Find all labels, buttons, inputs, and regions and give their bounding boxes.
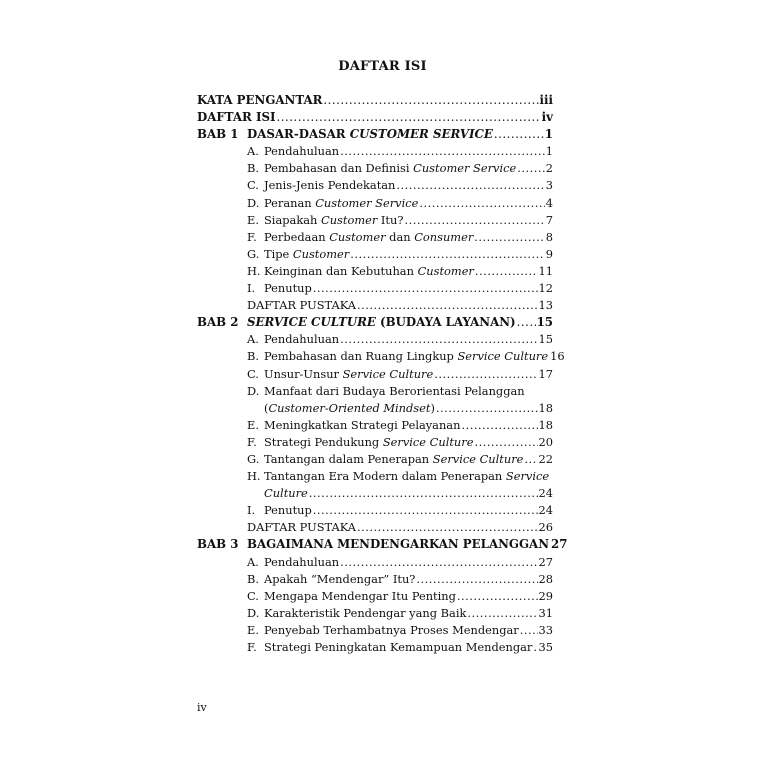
toc-item[interactable] [197, 571, 553, 588]
item-title: Tipe Customer [264, 246, 350, 261]
dot-leader [357, 297, 538, 314]
toc-item[interactable] [197, 177, 553, 194]
toc-page-number: 4 [545, 195, 553, 210]
dot-leader [533, 639, 537, 656]
item-letter: E. [247, 417, 259, 432]
dot-leader [474, 229, 544, 246]
toc-page-number: 9 [545, 246, 553, 261]
dot-leader [340, 143, 545, 160]
toc-item[interactable] [197, 263, 553, 280]
dot-leader [494, 126, 544, 143]
item-letter: H. [247, 263, 261, 278]
dot-leader [457, 588, 538, 605]
toc-page-number: 16 [550, 349, 565, 364]
item-title: DAFTAR PUSTAKA [247, 298, 356, 313]
dot-leader [474, 434, 537, 451]
item-letter: I. [247, 281, 256, 296]
toc-page-number: 27 [538, 554, 553, 569]
item-letter: B. [247, 161, 259, 176]
dot-leader [461, 417, 537, 434]
toc-page-number: 26 [538, 520, 553, 535]
dot-leader [396, 177, 544, 194]
item-letter: E. [247, 622, 259, 637]
item-title: Meningkatkan Strategi Pelayanan [264, 417, 461, 432]
item-letter: B. [247, 349, 259, 364]
toc-page-number: 35 [538, 640, 553, 654]
page-folio: iv [197, 701, 207, 714]
chapter-title: SERVICE CULTURE (BUDAYA LAYANAN) [247, 315, 516, 330]
dot-leader [277, 109, 541, 126]
toc-page-number: 1 [544, 127, 553, 142]
toc-page-number: 17 [538, 366, 553, 381]
item-title: Mengapa Mendengar Itu Penting [264, 588, 456, 603]
dot-leader [517, 314, 536, 331]
item-title: Perbedaan Customer dan Consumer [264, 229, 474, 244]
item-title: Pendahuluan [264, 554, 340, 569]
dot-leader [436, 400, 538, 417]
item-title: Strategi Pendukung Service Culture [264, 434, 474, 449]
toc-chapter-3[interactable] [197, 536, 568, 553]
item-title-continued: Culture [264, 486, 308, 501]
toc-page-number: 15 [536, 315, 553, 330]
toc-page-number: 7 [545, 212, 553, 227]
item-letter: E. [247, 212, 259, 227]
item-title: Penutup [264, 503, 312, 518]
toc-item[interactable] [197, 434, 553, 451]
toc-item[interactable] [197, 331, 553, 348]
toc-page-number: 2 [545, 161, 553, 176]
item-letter: D. [247, 605, 260, 620]
item-title: Pembahasan dan Definisi Customer Service [264, 161, 517, 176]
chapter-number: BAB 2 [197, 315, 239, 330]
dot-leader [309, 485, 538, 502]
toc-page-number: 8 [545, 229, 553, 244]
toc-page-number: 15 [538, 332, 553, 347]
item-letter: F. [247, 434, 257, 449]
toc-item[interactable] [197, 502, 553, 519]
item-letter: B. [247, 571, 259, 586]
item-title-continued: (Customer-Oriented Mindset) [264, 400, 435, 415]
dot-leader [313, 280, 538, 297]
toc-page-number: 24 [538, 503, 553, 518]
toc-item-daftar-pustaka[interactable] [197, 297, 553, 314]
toc-page-number: 31 [538, 605, 553, 620]
item-letter: F. [247, 640, 257, 654]
item-title: Strategi Peningkatan Kemampuan Mendengar [264, 640, 533, 654]
dot-leader [517, 160, 545, 177]
item-title: Karakteristik Pendengar yang Baik [264, 605, 467, 620]
toc-page-number: 13 [538, 298, 553, 313]
item-letter: A. [247, 332, 259, 347]
toc-title: KATA PENGANTAR [197, 93, 323, 107]
item-title: Pendahuluan [264, 332, 340, 347]
item-title: Siapakah Customer Itu? [264, 212, 404, 227]
item-title: Penutup [264, 281, 312, 296]
item-title: Peranan Customer Service [264, 195, 419, 210]
toc-entry-daftar-isi[interactable] [197, 109, 553, 126]
chapter-title: BAGAIMANA MENDENGARKAN PELANGGAN [247, 537, 549, 552]
toc-entry-kata-pengantar[interactable] [197, 92, 553, 109]
toc-item[interactable] [197, 160, 553, 177]
item-letter: I. [247, 503, 256, 518]
dot-leader [313, 502, 538, 519]
toc-item-line1[interactable] [197, 468, 553, 485]
toc-item[interactable] [197, 417, 553, 434]
toc-page-number: 18 [538, 400, 553, 415]
toc-item[interactable] [197, 280, 553, 297]
toc-item[interactable] [197, 366, 553, 383]
toc-item[interactable] [197, 622, 553, 639]
toc-page-number: 29 [538, 588, 553, 603]
dot-leader [323, 92, 538, 109]
item-letter: G. [247, 451, 260, 466]
item-letter: A. [247, 144, 259, 159]
toc-page-number: 12 [538, 281, 553, 296]
toc-item[interactable] [197, 605, 553, 622]
item-title: Tantangan Era Modern dalam Penerapan Service [264, 469, 550, 484]
dot-leader [520, 622, 538, 639]
toc-item[interactable] [197, 451, 553, 468]
item-letter: C. [247, 366, 259, 381]
toc-page-number: 20 [538, 434, 553, 449]
toc-page-number: 33 [538, 622, 553, 637]
toc-page-number: 24 [538, 486, 553, 501]
page-title: DAFTAR ISI [338, 59, 427, 74]
item-title: Penyebab Terhambatnya Proses Mendengar [264, 622, 519, 637]
item-title: DAFTAR PUSTAKA [247, 520, 356, 535]
item-title: Manfaat dari Budaya Berorientasi Pelanggan [264, 383, 525, 398]
toc-item[interactable] [197, 588, 553, 605]
item-title: Pendahuluan [264, 144, 340, 159]
toc-item[interactable] [197, 212, 553, 229]
item-title: Unsur-Unsur Service Culture [264, 366, 434, 381]
dot-leader [467, 605, 537, 622]
item-title: Pembahasan dan Ruang Lingkup Service Culture [264, 349, 549, 364]
item-letter: A. [247, 554, 259, 569]
toc-item[interactable] [197, 143, 553, 160]
toc-page-number: 27 [551, 537, 568, 552]
toc-item[interactable] [197, 348, 565, 365]
dot-leader [416, 571, 537, 588]
toc-item[interactable] [197, 554, 553, 571]
item-title: Apakah “Mendengar” Itu? [264, 571, 416, 586]
toc-item-daftar-pustaka[interactable] [197, 519, 553, 536]
toc-page-number: iii [539, 93, 553, 107]
toc-title: DAFTAR ISI [197, 110, 276, 125]
item-letter: C. [247, 588, 259, 603]
item-title: Keinginan dan Kebutuhan Customer [264, 263, 474, 278]
chapter-number: BAB 3 [197, 537, 239, 552]
dot-leader [475, 263, 538, 280]
dot-leader [340, 554, 537, 571]
item-letter: F. [247, 229, 257, 244]
toc-item[interactable] [197, 195, 553, 212]
dot-leader [419, 195, 544, 212]
item-letter: C. [247, 178, 259, 193]
item-letter: D. [247, 195, 260, 210]
dot-leader [350, 246, 545, 263]
toc-item-line2[interactable] [197, 400, 553, 417]
toc-item[interactable] [197, 229, 553, 246]
toc-page-number: 28 [538, 571, 553, 586]
chapter-number: BAB 1 [197, 127, 239, 142]
dot-leader [434, 366, 537, 383]
toc-page-number: 3 [545, 178, 553, 193]
toc-item-line1[interactable] [197, 383, 553, 400]
dot-leader [404, 212, 544, 229]
toc-page-number: 18 [538, 417, 553, 432]
dot-leader [340, 331, 537, 348]
toc-page-number: 11 [538, 263, 553, 278]
item-letter: H. [247, 469, 261, 484]
item-title: Jenis-Jenis Pendekatan [264, 178, 396, 193]
toc-item[interactable] [197, 246, 553, 263]
chapter-title: DASAR-DASAR CUSTOMER SERVICE [247, 127, 493, 142]
toc-chapter-1[interactable] [197, 126, 553, 143]
toc-item[interactable] [197, 639, 553, 656]
dot-leader [357, 519, 538, 536]
table-of-contents [197, 92, 568, 656]
toc-item-line2[interactable] [197, 485, 553, 502]
toc-chapter-2[interactable] [197, 314, 553, 331]
item-letter: D. [247, 383, 260, 398]
toc-page-number: 1 [545, 144, 553, 159]
toc-page-number: 22 [538, 451, 553, 466]
item-title: Tantangan dalam Penerapan Service Culture [264, 451, 524, 466]
item-letter: G. [247, 246, 260, 261]
dot-leader [524, 451, 537, 468]
toc-page-number: iv [541, 110, 553, 125]
